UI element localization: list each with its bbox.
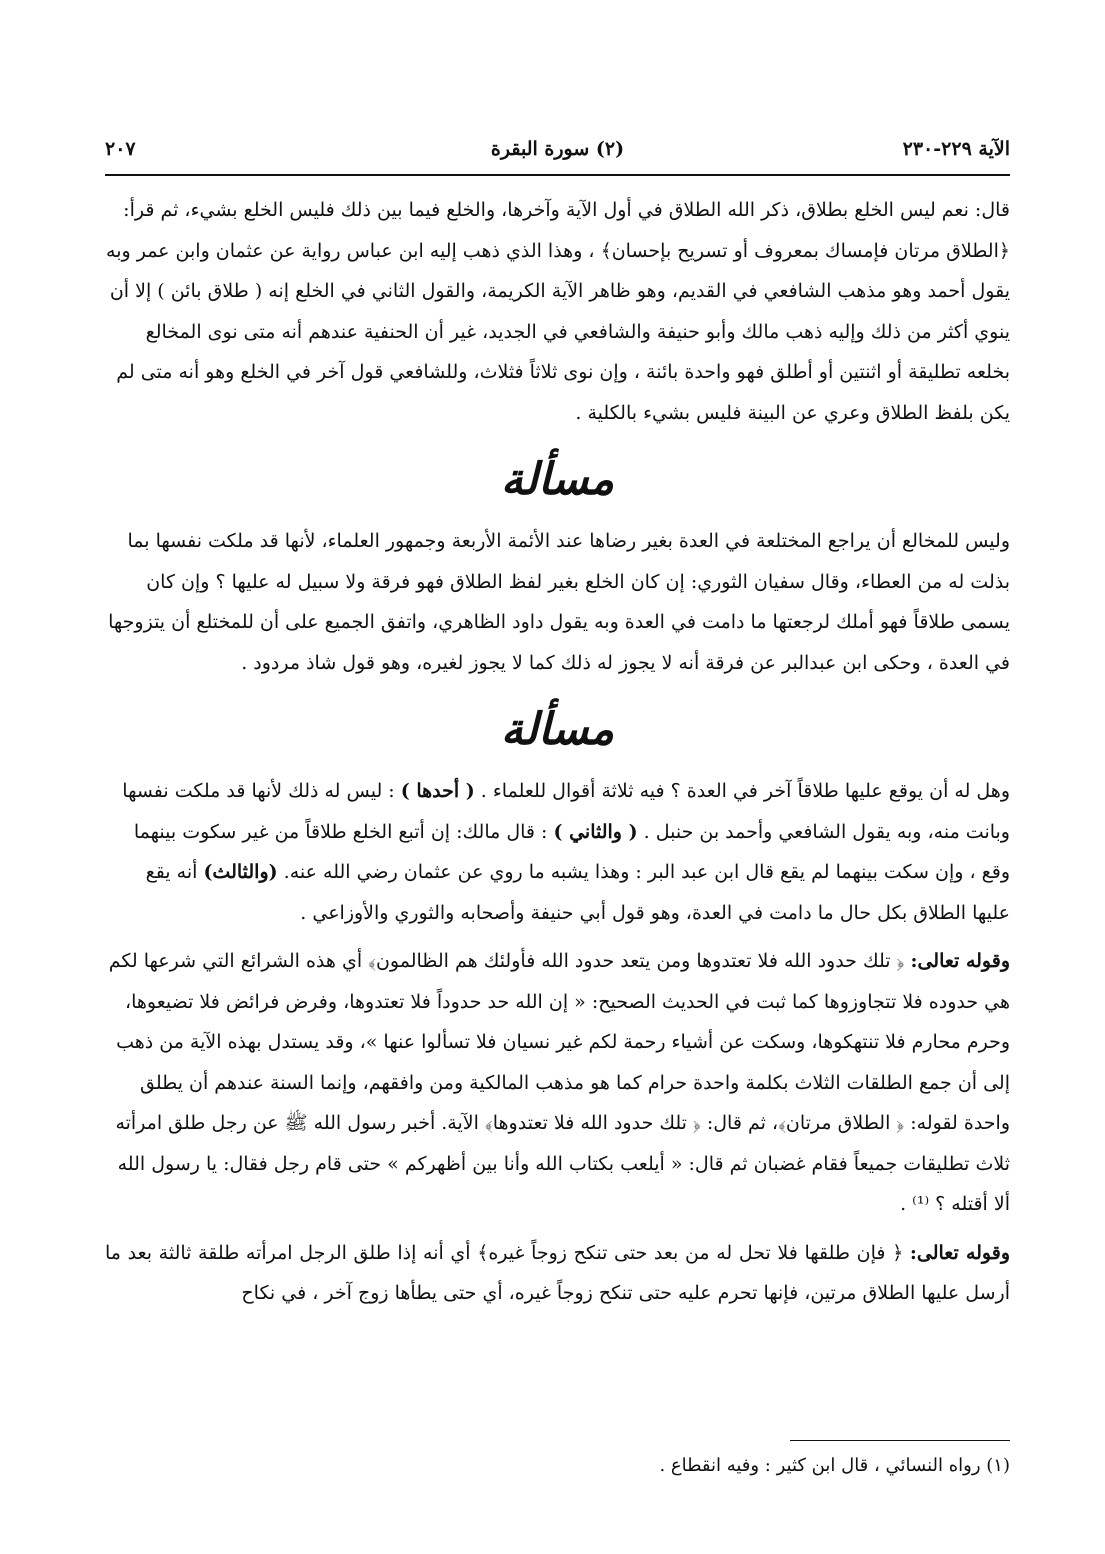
- surah-title: (٢) سورة البقرة: [490, 138, 625, 160]
- text-segment: ﴿ فإن طلقها فلا تحل له من بعد حتى تنكح زوجاً غيره﴾ أي أنه إذا طلق الرجل امرأته طلقة ثالثة بعد ما أرسل عليها الطلاق مرتين، فإنها تحرم عليه حتى تنكح زوجاً غيره، أي حتى يطأها زوج آخر ، في نكاح: [105, 1241, 1010, 1304]
- paragraph-raja: وليس للمخالع أن يراجع المختلعة في العدة بغير رضاها عند الأئمة الأربعة وجمهور العلماء، لأنها قد ملكت نفسها بما بذلت له من العطاء، وقال سفيان الثوري: إن كان الخلع بغير لفظ الطلاق فهو فرقة ولا سبيل له عليها ؟ وإن كان يسمى طلاقاً فهو أملك لرجعتها ما دامت في العدة وبه يقول داود الظاهري، واتفق الجميع على أن للمختلع أن يتزوجها في العدة ، وحكى ابن عبدالبر عن فرقة أنه لا يجوز له ذلك كما لا يجوز لغيره، وهو قول شاذ مردود .: [108, 530, 1010, 674]
- paragraph-three-opinions: [105, 771, 1010, 933]
- ayah-range: الآية ٢٢٩-٢٣٠: [902, 138, 1010, 160]
- text-segment: : ليس له ذلك لأنها قد ملكت نفسها وبانت منه، وبه يقول الشافعي وأحمد بن حنبل .: [122, 780, 1010, 843]
- opinion-label-second: ( والثاني ): [553, 820, 638, 843]
- text-segment: وهل له أن يوقع عليها طلاقاً آخر في العدة ؟ فيه ثلاثة أقوال للعلماء .: [474, 780, 1010, 802]
- paragraph-hudud: [105, 941, 1010, 1225]
- running-header: [105, 138, 1010, 176]
- section-heading-masala-1: مسألة: [500, 454, 615, 505]
- text-segment: : قال مالك: إن أتبع الخلع طلاقاً من غير سكوت بينهما وقع ، وإن سكت بينهما لم يقع قال ابن عبد البر : وهذا يشبه ما روي عن عثمان رضي الله عنه.: [133, 820, 1010, 883]
- paragraph-talaq-third: [105, 1233, 1010, 1314]
- paragraph-khul: قال: نعم ليس الخلع بطلاق، ذكر الله الطلاق في أول الآية وآخرها، والخلع فيما بين ذلك فليس الخلع بشيء، ثم قرأ: ﴿الطلاق مرتان فإمساك بمعروف أو تسريح بإحسان﴾ ، وهذا الذي ذهب إليه ابن عباس رواية عن عثمان وابن عمر وبه يقول أحمد وهو مذهب الشافعي في القديم، وهو ظاهر الآية الكريمة، والقول الثاني في الخلع إنه ( طلاق بائن ) إلا أن ينوي أكثر من ذلك وإليه ذهب مالك وأبو حنيفة والشافعي في الجديد، غير أن الحنفية عندهم أنه متى نوى المخالع بخلعه تطليقة أو اثنتين أو أطلق فهو واحدة بائنة ، وإن نوى ثلاثاً فثلاث، وللشافعي قول آخر في الخلع وهو أنه متى لم يكن بلفظ الطلاق وعري عن البينة فليس بشيء بالكلية .: [106, 199, 1010, 424]
- footnote-divider: [790, 1440, 1010, 1441]
- opinion-label-first: ( أحدها ): [400, 780, 475, 802]
- text-segment: ﴿ تلك حدود الله فلا تعتدوها ومن يتعد حدود الله فأولئك هم الظالمون﴾ أي هذه الشرائع التي شرعها لكم هي حدوده فلا تتجاوزوها كما ثبت في الحديث الصحيح: « إن الله حد حدوداً فلا تعتدوها، وفرض فرائض فلا تضيعوها، وحرم محارم فلا تنتهكوها، وسكت عن أشياء رحمة لكم غير نسيان فلا تسألوا عنها »، وقد يستدل بهذه الآية من ذهب إلى أن جمع الطلقات الثلاث بكلمة واحدة حرام كما هو مذهب المالكية ومن وافقهم، وإنما السنة عندهم أن يطلق واحدة لقوله: ﴿ الطلاق مرتان﴾، ثم قال: ﴿ تلك حدود الله فلا تعتدوها﴾ الآية. أخبر رسول الله ﷺ عن رجل طلق امرأته ثلاث تطليقات جميعاً فقام غضبان ثم قال: « أيلعب بكتاب الله وأنا بين أظهركم » حتى قام رجل فقال: يا رسول الله ألا أقتله ؟ ⁽¹⁾ .: [108, 950, 1010, 1215]
- text-segment: أنه يقع عليها الطلاق بكل حال ما دامت في العدة، وهو قول أبي حنيفة وأصحابه والثوري والأوزاعي .: [145, 861, 1010, 924]
- section-heading-masala-2: مسألة: [500, 704, 615, 755]
- verse-intro-label: وقوله تعالى:: [910, 950, 1010, 972]
- opinion-label-third: (والثالث): [203, 861, 278, 883]
- footnote: (١) رواه النسائي ، قال ابن كثير : وفيه انقطاع .: [659, 1455, 1010, 1476]
- page-body: [105, 190, 1010, 1322]
- page-number: ٢٠٧: [105, 138, 136, 160]
- verse-intro-label: وقوله تعالى:: [909, 1241, 1010, 1264]
